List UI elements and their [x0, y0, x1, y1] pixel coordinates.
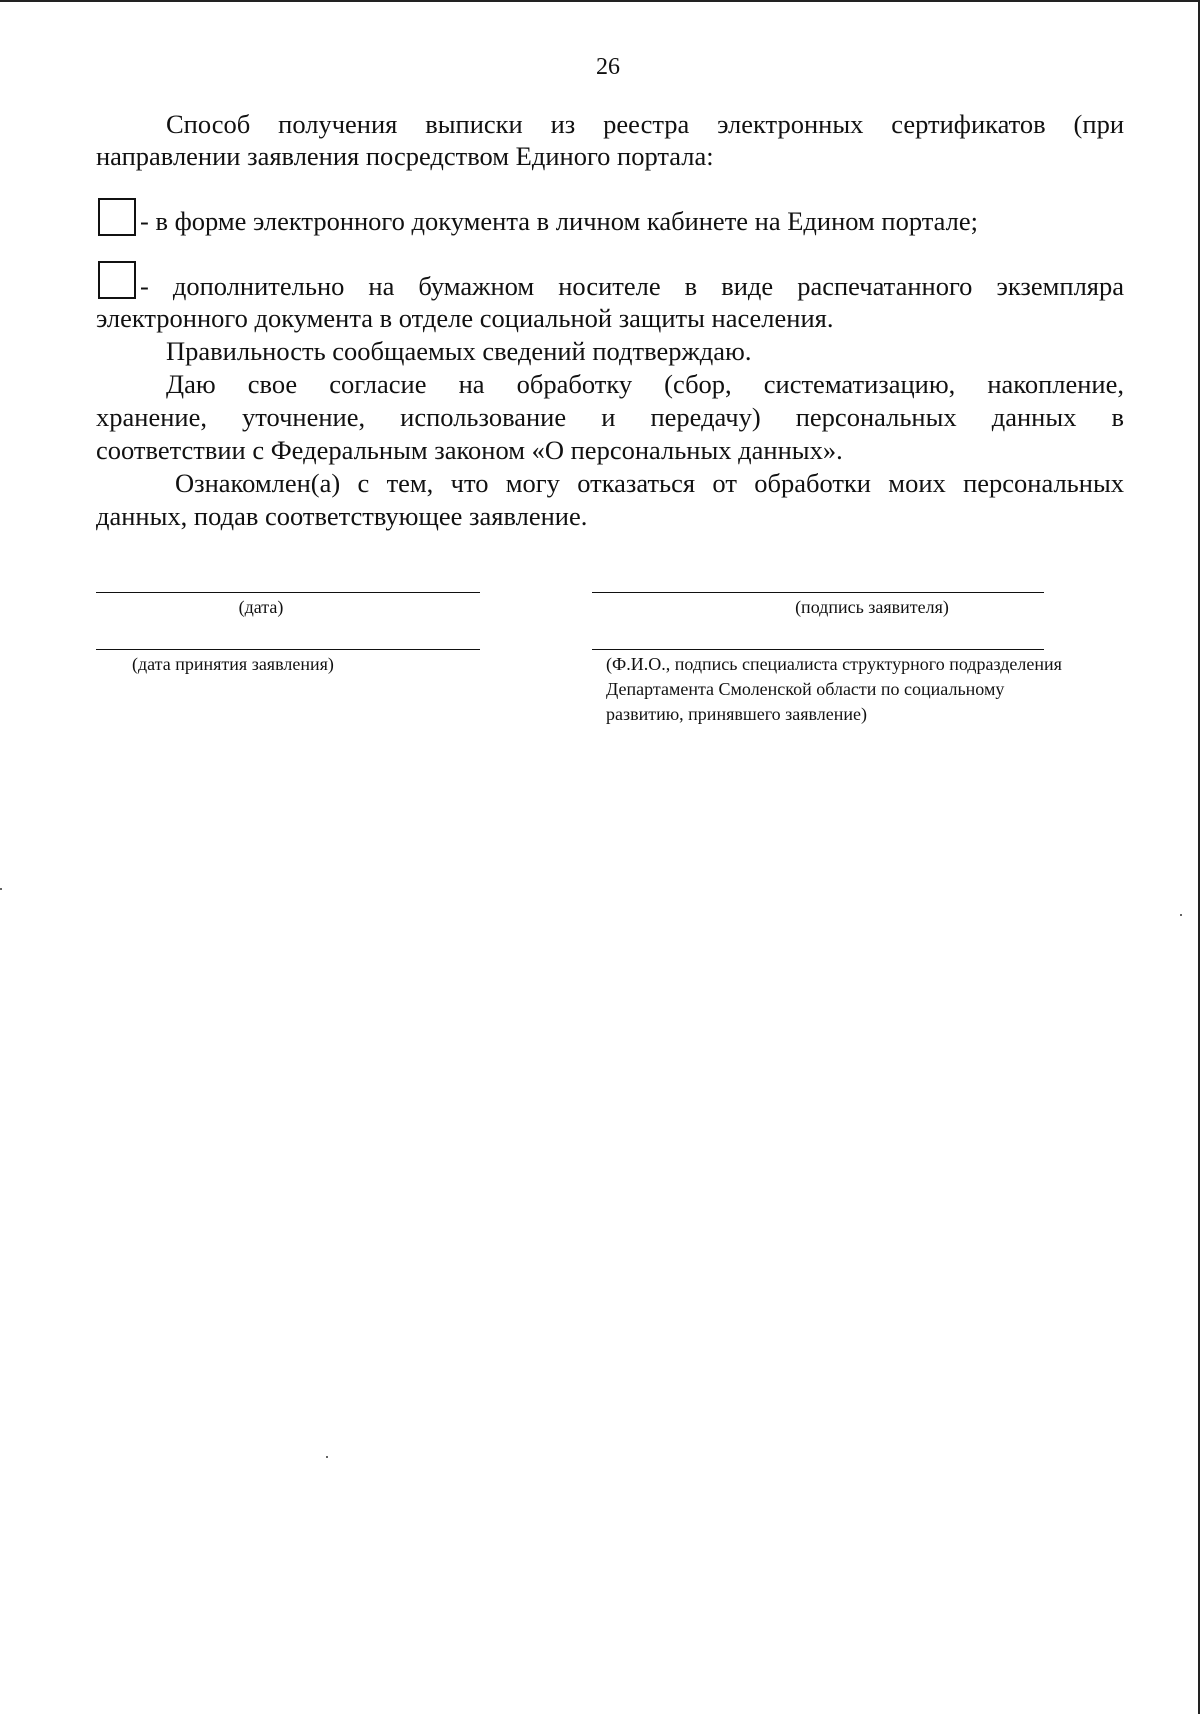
informed-paragraph-line-1: Ознакомлен(а) с тем, что могу отказаться от обработки моих персональных [175, 468, 1124, 498]
scan-speck [1180, 914, 1182, 916]
acceptance-date-caption: (дата принятия заявления) [132, 654, 334, 674]
specialist-caption-line-3: развитию, принявшего заявление) [606, 704, 867, 724]
specialist-caption-line-1: (Ф.И.О., подпись специалиста структурного подразделения [606, 654, 1062, 674]
page-top-border [0, 0, 1200, 2]
scan-speck [0, 888, 2, 890]
date-caption: (дата) [238, 597, 284, 617]
informed-paragraph-line-2: данных, подав соответствующее заявление. [96, 501, 588, 531]
option-electronic-document-label: - в форме электронного документа в личном кабинете на Едином портале; [140, 206, 978, 236]
applicant-signature-line [592, 592, 1044, 593]
specialist-signature-line [592, 649, 1044, 650]
consent-paragraph-line-2: хранение, уточнение, использование и передачу) персональных данных в [96, 402, 1124, 432]
consent-paragraph-line-3: соответствии с Федеральным законом «О персональных данных». [96, 435, 843, 465]
acceptance-date-line [96, 649, 480, 650]
page-number: 26 [596, 54, 620, 80]
electronic-document-checkbox[interactable] [98, 198, 136, 236]
option-paper-copy-label-line-2: электронного документа в отделе социальной защиты населения. [96, 303, 834, 333]
scan-speck [326, 1456, 328, 1458]
paper-copy-checkbox[interactable] [98, 261, 136, 299]
intro-paragraph-line-1: Способ получения выписки из реестра электронных сертификатов (при [166, 109, 1124, 139]
specialist-caption-line-2: Департамента Смоленской области по социальному [606, 679, 1005, 699]
date-signature-line [96, 592, 480, 593]
confirmation-statement: Правильность сообщаемых сведений подтверждаю. [166, 336, 752, 366]
option-paper-copy-label-line-1: - дополнительно на бумажном носителе в виде распечатанного экземпляра [140, 271, 1124, 301]
intro-paragraph-line-2: направлении заявления посредством Единого портала: [96, 141, 714, 171]
consent-paragraph-line-1: Даю свое согласие на обработку (сбор, систематизацию, накопление, [166, 369, 1124, 399]
applicant-signature-caption: (подпись заявителя) [795, 597, 949, 617]
